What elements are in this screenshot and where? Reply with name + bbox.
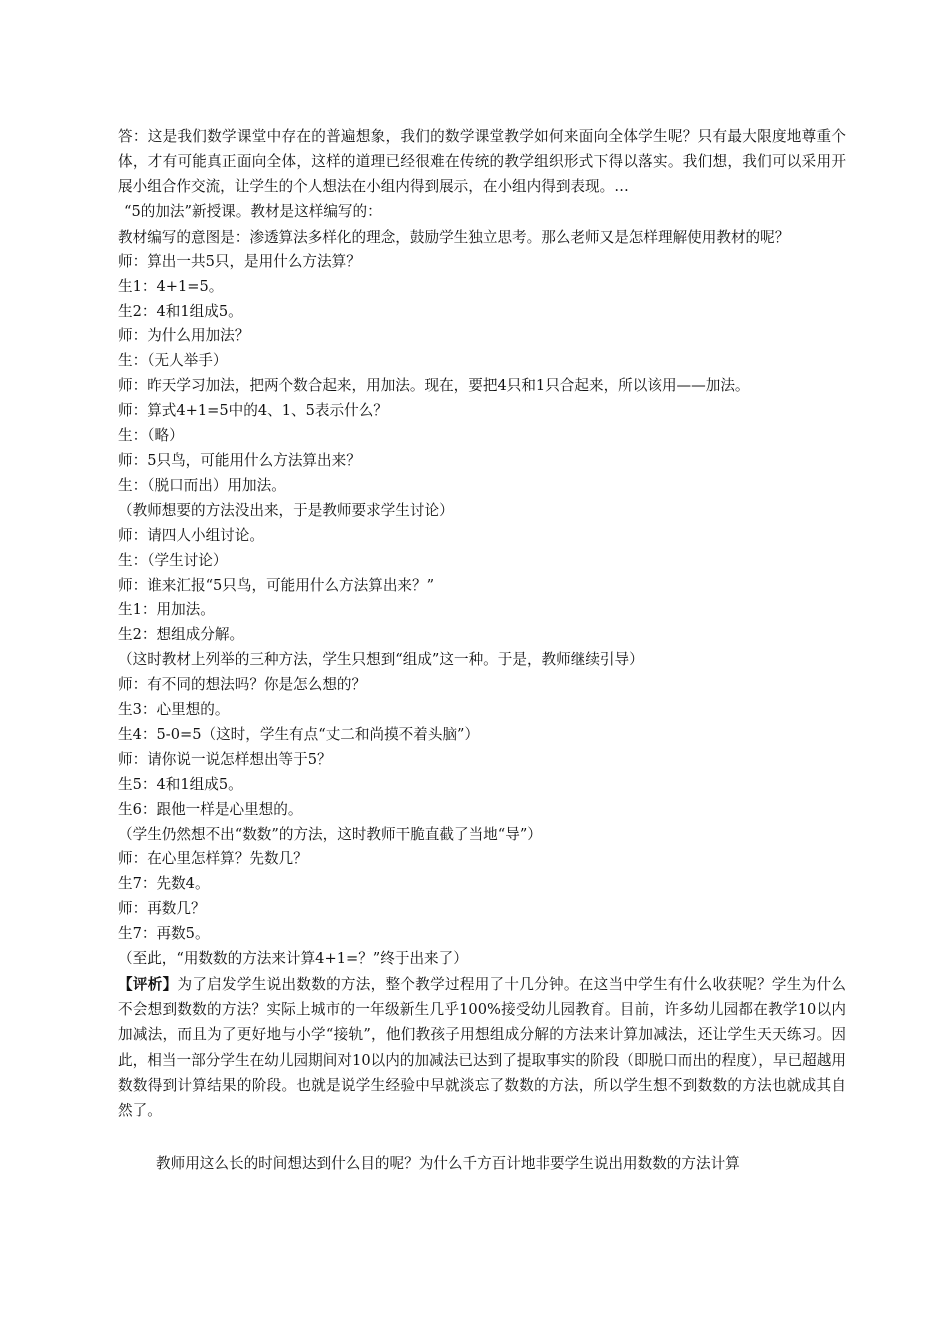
dialogue-line: 生：（脱口而出）用加法。	[118, 476, 286, 494]
dialogue-line: （这时教材上列举的三种方法，学生只想到“组成”这一种。于是，教师继续引导）	[118, 651, 644, 669]
dialogue-line: 师：5只鸟，可能用什么方法算出来？	[118, 451, 361, 469]
dialogue-line: （学生仍然想不出“数数”的方法，这时教师干脆直截了当地“导”）	[118, 825, 542, 843]
dialogue-line: 生4：5-0=5（这时，学生有点“丈二和尚摸不着头脑”）	[118, 725, 480, 743]
dialogue-line: 生：（略）	[118, 427, 184, 445]
dialogue-line: 师：昨天学习加法，把两个数合起来，用加法。现在，要把4只和1只合起来，所以该用——加法。	[118, 377, 750, 395]
dialogue-line: 生5：4和1组成5。	[118, 775, 243, 793]
dialogue-line: 生2：想组成分解。	[118, 626, 245, 644]
dialogue-line: （至此，“用数数的方法来计算4+1=？”终于出来了）	[118, 950, 468, 968]
dialogue-line: 师：请你说一说怎样想出等于5？	[118, 750, 332, 768]
review-paragraph	[118, 972, 846, 1123]
intro-paragraph: 答：这是我们数学课堂中存在的普遍想象，我们的数学课堂教学如何来面向全体学生呢？只有最大限度地尊重个体，才有可能真正面向全体，这样的道理已经很难在传统的教学组织形式下得以落实。我们想，我们可以采用开展小组合作交流，让学生的个人想法在小组内得到展示，在小组内得到表现。…	[118, 128, 846, 196]
dialogue-line: 师：为什么用加法？	[118, 327, 250, 345]
dialogue-line: 生1：用加法。	[118, 601, 215, 619]
dialogue-line: 师：有不同的想法吗？你是怎么想的？	[118, 676, 367, 694]
paragraph-gap	[118, 1123, 846, 1151]
dialogue-line: 生6：跟他一样是心里想的。	[118, 800, 303, 818]
dialogue-line: 生2：4和1组成5。	[118, 302, 243, 320]
dialogue-line: 生：（无人举手）	[118, 352, 228, 370]
dialogue-line: 师：算式4+1=5中的4、1、5表示什么？	[118, 402, 388, 420]
dialogue-line: 师：在心里怎样算？先数几？	[118, 850, 308, 868]
dialogue-line: 师：算出一共5只，是用什么方法算？	[118, 252, 361, 270]
dialogue-line: 生：（学生讨论）	[118, 551, 228, 569]
classroom-dialogue	[118, 250, 846, 972]
dialogue-line: （教师想要的方法没出来，于是教师要求学生讨论）	[118, 501, 454, 519]
dialogue-line: 生7：再数5。	[118, 925, 210, 943]
lesson-title: “5的加法”新授课。教材是这样编写的：	[124, 202, 382, 220]
dialogue-line: 生3：心里想的。	[118, 701, 230, 719]
dialogue-line: 师：请四人小组讨论。	[118, 526, 264, 544]
closing-paragraph: 教师用这么长的时间想达到什么目的呢？为什么千方百计地非要学生说出用数数的方法计算	[156, 1155, 740, 1173]
dialogue-line: 师：再数几？	[118, 900, 206, 918]
document-page	[118, 124, 846, 1176]
textbook-intent: 教材编写的意图是：渗透算法多样化的理念，鼓励学生独立思考。那么老师又是怎样理解使用教材的呢？	[118, 228, 790, 246]
review-label: 【评析】	[118, 976, 178, 993]
dialogue-line: 生1：4+1=5。	[118, 277, 224, 295]
review-text: 为了启发学生说出数数的方法，整个教学过程用了十几分钟。在这当中学生有什么收获呢？学生为什么不会想到数数的方法？实际上城市的一年级新生几乎100%接受幼儿园教育。目前，许多幼儿园都在教学10以内加减法，而且为了更好地与小学“接轨”，他们教孩子用想组成分解的方法来计算加减法，还让学生天天练习。因此，相当一部分学生在幼儿园期间对10以内的加减法已达到了提取事实的阶段（即脱口而出的程度），早已超越用数数得到计算结果的阶段。也就是说学生经验中早就淡忘了数数的方法，所以学生想不到数数的方法也就成其自然了。	[118, 976, 846, 1120]
dialogue-line: 师：谁来汇报“5只鸟，可能用什么方法算出来？”	[118, 576, 435, 594]
dialogue-line: 生7：先数4。	[118, 875, 210, 893]
